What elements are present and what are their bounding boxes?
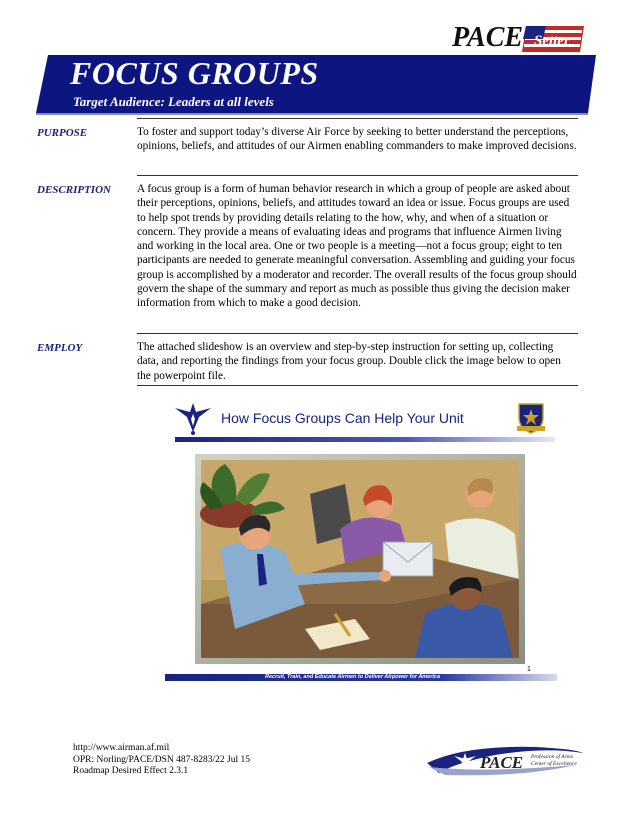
document-footer xyxy=(73,743,250,778)
pace-logo-subtitle-line-1: Profession of Arms xyxy=(531,754,573,760)
air-force-symbol-icon xyxy=(173,400,213,436)
section-divider xyxy=(137,333,578,334)
section-label-purpose: PURPOSE xyxy=(37,127,88,139)
air-force-symbol-icon xyxy=(453,751,477,773)
section-text-employ: The attached slideshow is an overview and step-by-step instruction for setting up, collecting data, and reporting the findings from your focus group. Double click the image below to open the powerpoint file. xyxy=(137,341,561,382)
page-title: FOCUS GROUPS xyxy=(70,55,319,91)
focus-group-meeting-illustration xyxy=(195,454,525,664)
section-divider xyxy=(137,175,578,176)
embedded-slideshow[interactable] xyxy=(165,398,557,682)
setter-text: Setter xyxy=(534,33,570,49)
pace-logo-text: PACE xyxy=(480,753,524,772)
slide-title: How Focus Groups Can Help Your Unit xyxy=(221,410,464,426)
section-text-description: A focus group is a form of human behavior research in which a group of people are asked about their perceptions, opinions, beliefs, and attitudes toward an idea or issue. Focus groups are used to help spot trends by providing details relating to the how, why, and when of a situation or concern. They provide a means of evaluating ideas and programs that influence Airmen living and working in the local area. One or two people is a meeting—not a focus group; eight to ten participants are needed to generate meaningful conversation. Assembling and guiding your focus group is accomplished by a moderator and recorder. The overall results of the focus group should govern the shape of the summary and report as much as possible thus giving the decision maker information from which to make a good decision. xyxy=(137,183,577,310)
pace-setter-logo xyxy=(452,24,584,54)
roadmap-info: Roadmap Desired Effect 2.3.1 xyxy=(73,766,189,776)
section-text-purpose: To foster and support today’s diverse Air Force by seeking to better understand the perceptions, opinions, beliefs, and attitudes of our Airmen enabling commanders to make improved decisions. xyxy=(137,126,577,153)
pace-center-logo xyxy=(425,743,585,779)
slide-footer-text: Recruit, Train, and Educate Airmen to Deliver Airpower for America xyxy=(265,674,441,680)
pace-brand-text: PACE xyxy=(452,22,524,53)
section-label-description: DESCRIPTION xyxy=(37,184,111,196)
pace-logo-subtitle-line-2: Center of Excellence xyxy=(531,760,577,767)
section-divider xyxy=(137,385,578,386)
aetc-shield-icon xyxy=(515,400,547,434)
opr-info: OPR: Norling/PACE/DSN 487-8283/22 Jul 15 xyxy=(73,754,251,765)
slide-page-number: 1 xyxy=(527,666,531,673)
website-link[interactable]: http://www.airman.af.mil xyxy=(73,743,170,753)
pace-logo-subtitle xyxy=(531,754,577,767)
section-divider xyxy=(137,118,578,119)
target-audience: Target Audience: Leaders at all levels xyxy=(73,94,274,109)
slide-title-bar xyxy=(175,437,555,442)
section-label-employ: EMPLOY xyxy=(37,342,83,354)
